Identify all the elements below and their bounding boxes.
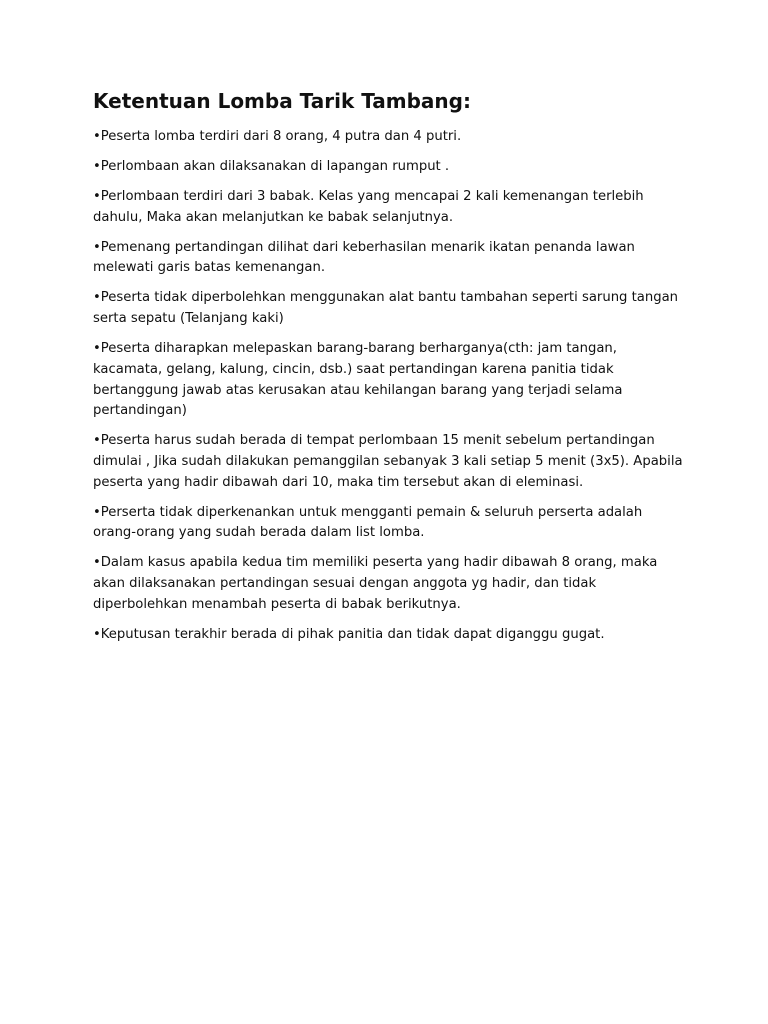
rule-item: •Peserta lomba terdiri dari 8 orang, 4 putra dan 4 putri. (93, 129, 462, 144)
rule-item: •Perlombaan terdiri dari 3 babak. Kelas yang mencapai 2 kali kemenangan terlebih dahulu, Maka akan melanjutkan ke babak selanjutnya. (93, 189, 644, 225)
document-title: Ketentuan Lomba Tarik Tambang: (93, 89, 471, 113)
document-page (93, 88, 683, 655)
rule-item: •Dalam kasus apabila kedua tim memiliki peserta yang hadir dibawah 8 orang, maka akan dilaksanakan pertandingan sesuai dengan anggota yg hadir, dan tidak diperbolehkan menambah peserta di babak berikutnya. (93, 555, 658, 612)
rules-list (93, 127, 683, 645)
rule-item: •Peserta harus sudah berada di tempat perlombaan 15 menit sebelum pertandingan dimulai , Jika sudah dilakukan pemanggilan sebanyak 3 kali setiap 5 menit (3x5). Apabila peserta yang hadir dibawah dari 10, maka tim tersebut akan di eleminasi. (93, 433, 683, 490)
rule-item: •Perlombaan akan dilaksanakan di lapangan rumput . (93, 159, 450, 174)
rule-item: •Peserta tidak diperbolehkan menggunakan alat bantu tambahan seperti sarung tangan serta sepatu (Telanjang kaki) (93, 290, 679, 327)
rule-item: •Peserta diharapkan melepaskan barang-barang berharganya(cth: jam tangan, kacamata, gelang, kalung, cincin, dsb.) saat pertandingan karena panitia tidak bertanggung jawab atas kerusakan atau kehilangan barang yang terjadi selama pertandingan) (93, 341, 623, 419)
rule-item: •Pemenang pertandingan dilihat dari keberhasilan menarik ikatan penanda lawan melewati garis batas kemenangan. (93, 239, 635, 276)
rule-item: •Keputusan terakhir berada di pihak panitia dan tidak dapat diganggu gugat. (93, 626, 605, 642)
rule-item: •Perserta tidak diperkenankan untuk mengganti pemain & seluruh perserta adalah orang-orang yang sudah berada dalam list lomba. (93, 504, 643, 541)
